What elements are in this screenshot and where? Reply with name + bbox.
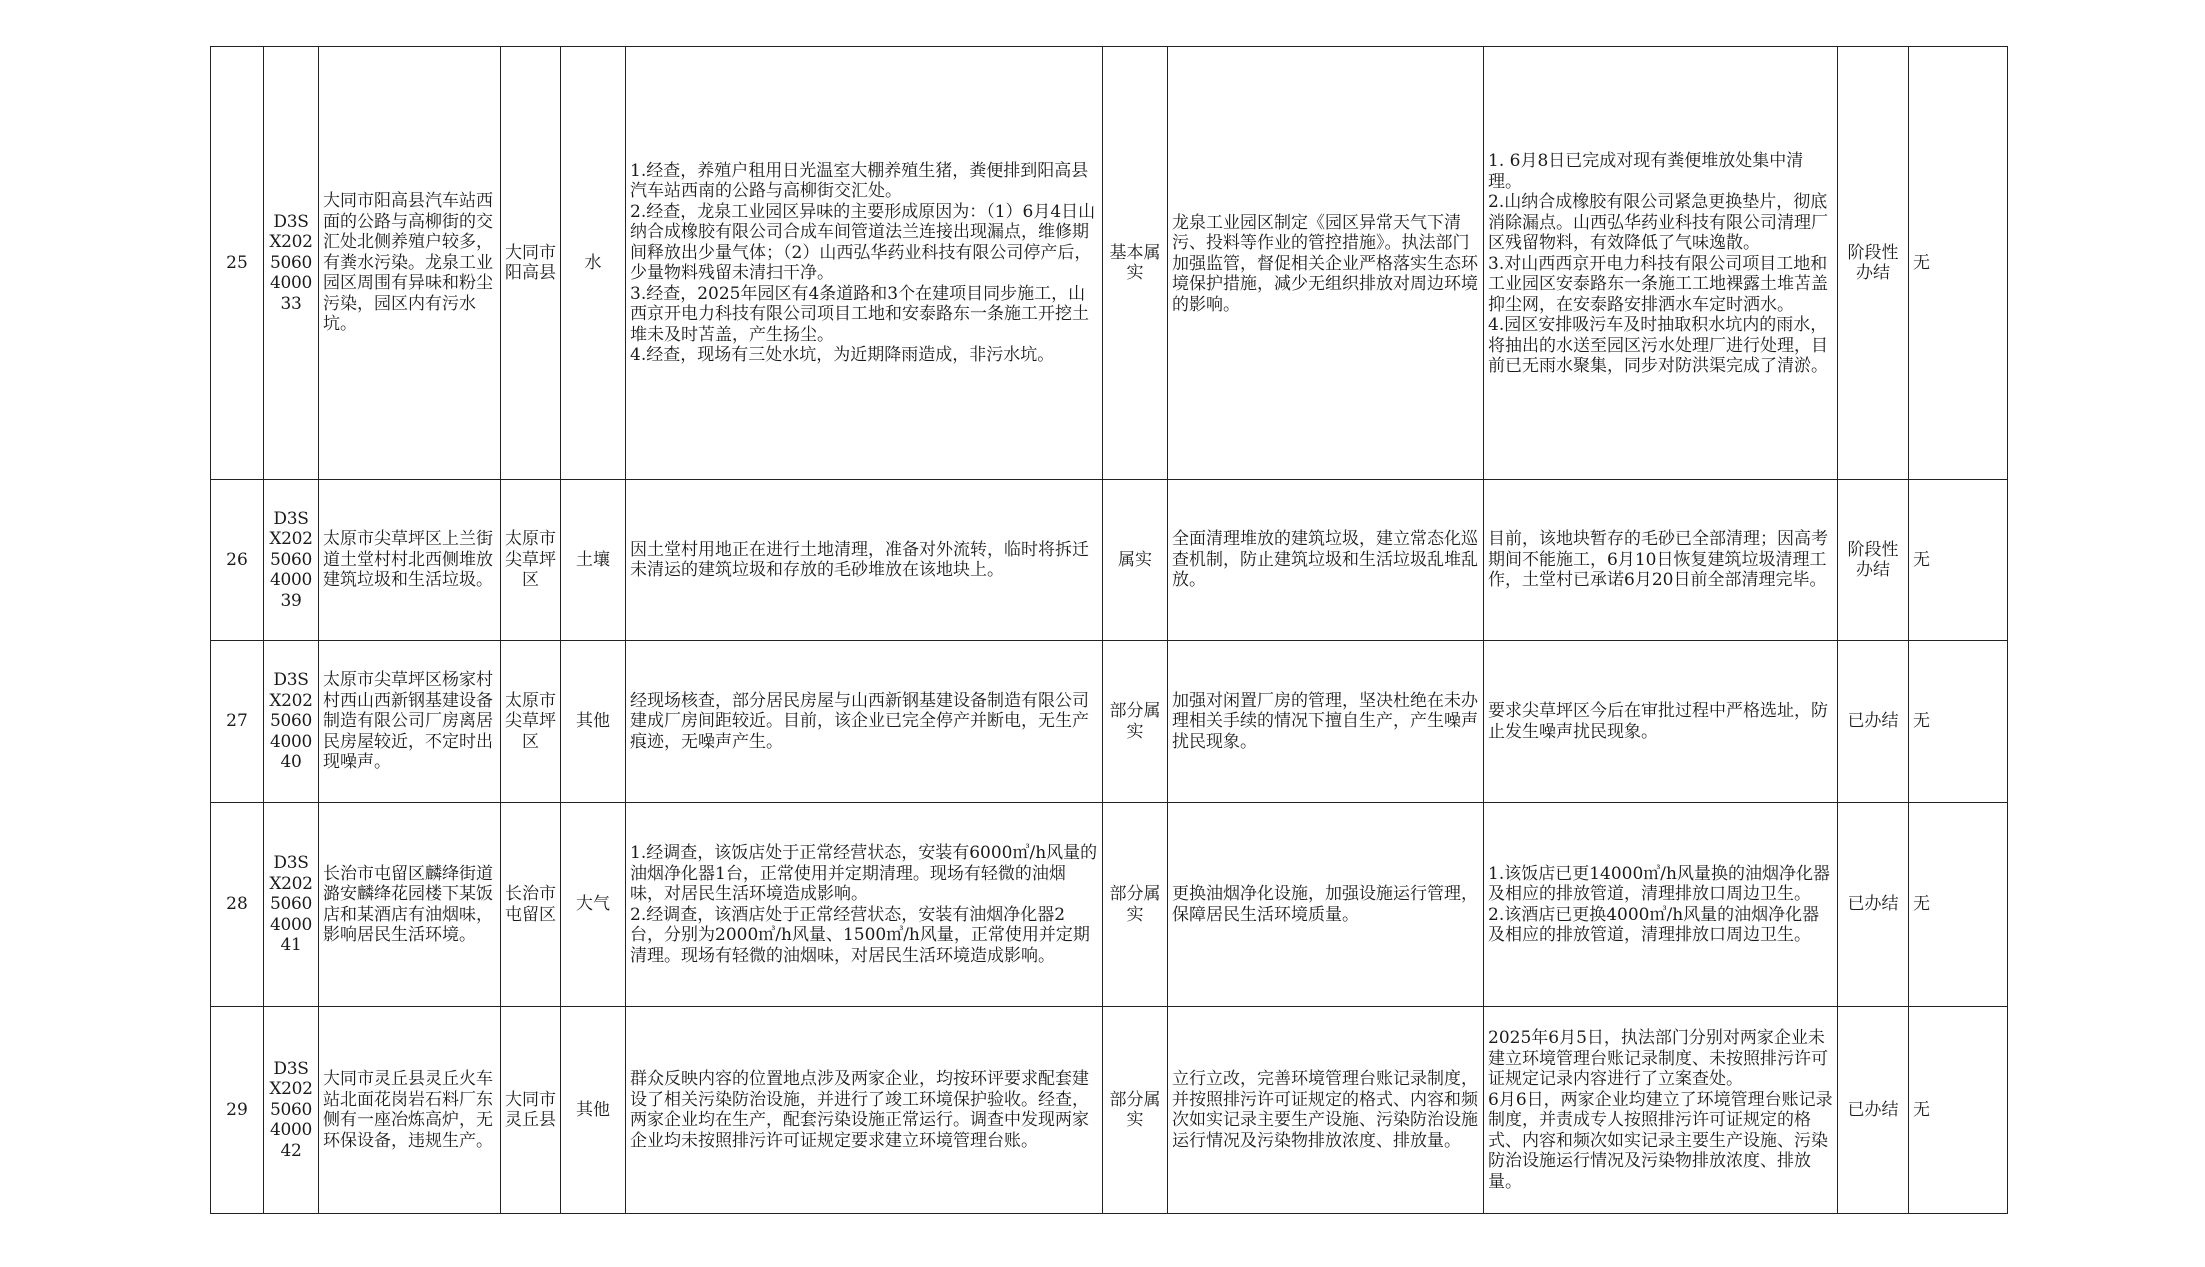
case-id: D3SX2025060400040 bbox=[264, 641, 319, 803]
pollution-type: 大气 bbox=[561, 803, 626, 1007]
handling-results bbox=[1484, 480, 1838, 641]
finding-paragraph: 群众反映内容的位置地点涉及两家企业，均按环评要求配套建设了相关污染防治设施，并进行了竣工环境保护验收。经查，两家企业均在生产，配套污染设施正常运行。调查中发现两家企业均未按照排污许可证规定要求建立环境管理台账。 bbox=[630, 1069, 1089, 1151]
completion-status: 已办结 bbox=[1838, 641, 1909, 803]
issue-description: 大同市阳高县汽车站西面的公路与高柳街的交汇处北侧养殖户较多，有粪水污染。龙泉工业园区周围有异味和粉尘污染，园区内有污水坑。 bbox=[319, 47, 501, 480]
investigation-findings bbox=[626, 480, 1103, 641]
finding-paragraph: 经现场核查，部分居民房屋与山西新钢基建设备制造有限公司建成厂房间距较近。目前，该企业已完全停产并断电，无生产痕迹，无噪声产生。 bbox=[630, 690, 1089, 752]
accountability: 无 bbox=[1909, 641, 2008, 803]
result-paragraph: 1. 6月8日已完成对现有粪便堆放处集中清理。 bbox=[1488, 151, 1804, 192]
row-number: 25 bbox=[211, 47, 264, 480]
issue-description: 长治市屯留区麟绛街道潞安麟绛花园楼下某饭店和某酒店有油烟味，影响居民生活环境。 bbox=[319, 803, 501, 1007]
administrative-area: 太原市尖草坪区 bbox=[501, 480, 561, 641]
investigation-findings bbox=[626, 803, 1103, 1007]
pollution-type: 土壤 bbox=[561, 480, 626, 641]
verification-verdict: 部分属实 bbox=[1103, 1007, 1168, 1214]
handling-results bbox=[1484, 803, 1838, 1007]
completion-status: 阶段性办结 bbox=[1838, 47, 1909, 480]
table-row bbox=[211, 47, 2008, 480]
handling-results bbox=[1484, 1007, 1838, 1214]
rectification-measures: 全面清理堆放的建筑垃圾，建立常态化巡查机制，防止建筑垃圾和生活垃圾乱堆乱放。 bbox=[1168, 480, 1484, 641]
rectification-measures bbox=[1168, 47, 1484, 480]
investigation-findings bbox=[626, 47, 1103, 480]
administrative-area: 太原市尖草坪区 bbox=[501, 641, 561, 803]
administrative-area: 大同市灵丘县 bbox=[501, 1007, 561, 1214]
measures-text: 龙泉工业园区制定《园区异常天气下清污、投料等作业的管控措施》。执法部门加强监管，督促相关企业严格落实生态环境保护措施，减少无组织排放对周边环境的影响。 bbox=[1172, 212, 1478, 315]
row-number: 29 bbox=[211, 1007, 264, 1214]
rectification-measures: 加强对闲置厂房的管理，坚决杜绝在未办理相关手续的情况下擅自生产，产生噪声扰民现象。 bbox=[1168, 641, 1484, 803]
result-paragraph: 2.该酒店已更换4000㎥/h风量的油烟净化器及相应的排放管道，清理排放口周边卫生。 bbox=[1488, 904, 1820, 945]
pollution-type: 其他 bbox=[561, 1007, 626, 1214]
accountability: 无 bbox=[1909, 480, 2008, 641]
verification-verdict: 基本属实 bbox=[1103, 47, 1168, 480]
issue-description: 大同市灵丘县灵丘火车站北面花岗岩石料厂东侧有一座冶炼高炉，无环保设备，违规生产。 bbox=[319, 1007, 501, 1214]
table-row bbox=[211, 1007, 2008, 1214]
finding-paragraph: 1.经查，养殖户租用日光温室大棚养殖生猪，粪便排到阳高县汽车站西南的公路与高柳街交汇处。 bbox=[630, 160, 1089, 201]
investigation-findings bbox=[626, 641, 1103, 803]
document-page bbox=[210, 46, 2008, 1214]
result-paragraph: 1.该饭店已更14000㎥/h风量换的油烟净化器及相应的排放管道，清理排放口周边卫生。 bbox=[1488, 863, 1830, 904]
issue-description: 太原市尖草坪区杨家村村西山西新钢基建设备制造有限公司厂房离居民房屋较近，不定时出现噪声。 bbox=[319, 641, 501, 803]
completion-status: 已办结 bbox=[1838, 803, 1909, 1007]
completion-status: 已办结 bbox=[1838, 1007, 1909, 1214]
case-id: D3SX2025060400042 bbox=[264, 1007, 319, 1214]
rectification-measures: 立行立改，完善环境管理台账记录制度，并按照排污许可证规定的格式、内容和频次如实记录主要生产设施、污染防治设施运行情况及污染物排放浓度、排放量。 bbox=[1168, 1007, 1484, 1214]
handling-results bbox=[1484, 47, 1838, 480]
administrative-area: 长治市屯留区 bbox=[501, 803, 561, 1007]
finding-paragraph: 2.经查，龙泉工业园区异味的主要形成原因为：（1）6月4日山纳合成橡胶有限公司合成车间管道法兰连接出现漏点，维修期间释放出少量气体；（2）山西弘华药业科技有限公司停产后，少量物料残留未清扫干净。 bbox=[630, 201, 1096, 283]
finding-paragraph: 3.经查，2025年园区有4条道路和3个在建项目同步施工，山西京开电力科技有限公司项目工地和安泰路东一条施工开挖土堆未及时苫盖，产生扬尘。 bbox=[630, 283, 1089, 345]
result-paragraph: 4.园区安排吸污车及时抽取积水坑内的雨水，将抽出的水送至园区污水处理厂进行处理，目前已无雨水聚集，同步对防洪渠完成了清淤。 bbox=[1488, 315, 1828, 377]
handling-results bbox=[1484, 641, 1838, 803]
pollution-type: 水 bbox=[561, 47, 626, 480]
row-number: 28 bbox=[211, 803, 264, 1007]
table-row bbox=[211, 641, 2008, 803]
investigation-findings bbox=[626, 1007, 1103, 1214]
table-row bbox=[211, 803, 2008, 1007]
result-paragraph: 3.对山西西京开电力科技有限公司项目工地和工业园区安泰路东一条施工工地裸露土堆苫盖抑尘网，在安泰路安排洒水车定时洒水。 bbox=[1488, 253, 1828, 315]
result-paragraph: 2.山纳合成橡胶有限公司紧急更换垫片，彻底消除漏点。山西弘华药业科技有限公司清理厂区残留物料，有效降低了气味逸散。 bbox=[1488, 192, 1828, 254]
result-paragraph: 要求尖草坪区今后在审批过程中严格选址，防止发生噪声扰民现象。 bbox=[1488, 701, 1828, 742]
finding-paragraph: 4.经查，现场有三处水坑，为近期降雨造成，非污水坑。 bbox=[630, 345, 1055, 365]
completion-status: 阶段性办结 bbox=[1838, 480, 1909, 641]
accountability: 无 bbox=[1909, 803, 2008, 1007]
case-id: D3SX2025060400033 bbox=[264, 47, 319, 480]
verification-verdict: 部分属实 bbox=[1103, 641, 1168, 803]
issue-description: 太原市尖草坪区上兰街道土堂村村北西侧堆放建筑垃圾和生活垃圾。 bbox=[319, 480, 501, 641]
table-row bbox=[211, 480, 2008, 641]
case-id: D3SX2025060400041 bbox=[264, 803, 319, 1007]
row-number: 26 bbox=[211, 480, 264, 641]
result-paragraph: 目前，该地块暂存的毛砂已全部清理；因高考期间不能施工，6月10日恢复建筑垃圾清理工作，土堂村已承诺6月20日前全部清理完毕。 bbox=[1488, 529, 1828, 591]
finding-paragraph: 因土堂村用地正在进行土地清理，准备对外流转，临时将拆迁未清运的建筑垃圾和存放的毛砂堆放在该地块上。 bbox=[630, 539, 1089, 580]
row-number: 27 bbox=[211, 641, 264, 803]
finding-paragraph: 1.经调查，该饭店处于正常经营状态，安装有6000㎥/h风量的油烟净化器1台，正常使用并定期清理。现场有轻微的油烟味，对居民生活环境造成影响。 bbox=[630, 843, 1098, 904]
case-id: D3SX2025060400039 bbox=[264, 480, 319, 641]
complaint-table bbox=[210, 46, 2008, 1214]
rectification-measures: 更换油烟净化设施，加强设施运行管理，保障居民生活环境质量。 bbox=[1168, 803, 1484, 1007]
administrative-area: 大同市阳高县 bbox=[501, 47, 561, 480]
verification-verdict: 部分属实 bbox=[1103, 803, 1168, 1007]
accountability: 无 bbox=[1909, 1007, 2008, 1214]
finding-paragraph: 2.经调查，该酒店处于正常经营状态，安装有油烟净化器2台，分别为2000㎥/h风量、1500㎥/h风量，正常使用并定期清理。现场有轻微的油烟味，对居民生活环境造成影响。 bbox=[630, 904, 1090, 966]
result-paragraph: 2025年6月5日，执法部门分别对两家企业未建立环境管理台账记录制度、未按照排污许可证规定记录内容进行了立案查处。 bbox=[1488, 1028, 1828, 1089]
result-paragraph: 6月6日，两家企业均建立了环境管理台账记录制度，并责成专人按照排污许可证规定的格式、内容和频次如实记录主要生产设施、污染防治设施运行情况及污染物排放浓度、排放量。 bbox=[1488, 1089, 1833, 1192]
verification-verdict: 属实 bbox=[1103, 480, 1168, 641]
accountability: 无 bbox=[1909, 47, 2008, 480]
pollution-type: 其他 bbox=[561, 641, 626, 803]
